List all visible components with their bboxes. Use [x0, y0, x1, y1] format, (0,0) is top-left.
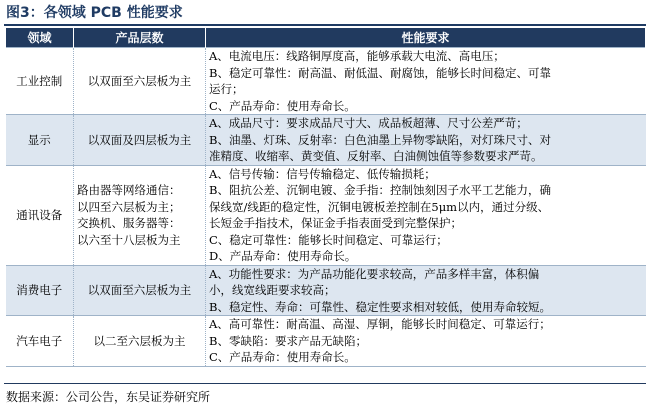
- requirement-line: B、阻抗公差、沉铜电镀、金手指：控制蚀刻因子水平工艺能力，确: [209, 183, 551, 197]
- requirement-line: B、稳定性、寿命：可靠性、稳定性要求相对较低，使用寿命较短。: [209, 299, 551, 314]
- table-bottom-rule: [4, 383, 646, 384]
- layers-line: 路由器等网络通信：: [77, 183, 181, 197]
- requirement-line: C、产品寿命：使用寿命长。: [209, 350, 356, 364]
- requirement-line: A、高可靠性：耐高温、高湿、厚铜，能够长时间稳定、可靠运行；: [209, 317, 551, 331]
- layers-line: 以六至十八层板为主: [77, 232, 181, 247]
- table-row: [6, 316, 646, 367]
- header-field: 领域: [6, 28, 74, 48]
- table-row: [6, 48, 646, 115]
- requirement-line: 保线宽/线距的稳定性，沉铜电镀板差控制在5μm以内，通过分级、: [209, 199, 550, 214]
- table-row: [6, 265, 646, 316]
- title-divider: [4, 24, 646, 26]
- requirements-cell: [206, 115, 646, 166]
- requirement-line: C、产品寿命：使用寿命长。: [209, 98, 356, 113]
- layers-cell: [74, 265, 206, 316]
- requirements-cell: [206, 316, 646, 367]
- field-cell: 显示: [6, 115, 74, 166]
- requirement-line: D、产品寿命：使用寿命长。: [209, 249, 357, 263]
- layers-cell: [74, 316, 206, 367]
- requirement-line: 运行；: [209, 82, 244, 96]
- layers-line: 以双面及四层板为主: [87, 132, 192, 147]
- field-cell: 通讯设备: [6, 165, 74, 265]
- requirements-cell: [206, 48, 646, 115]
- figure-title: 图3：各领域 PCB 性能要求: [6, 5, 183, 21]
- requirement-line: 小，线宽线距要求较高；: [209, 283, 336, 297]
- table-header-row: [6, 28, 646, 48]
- requirement-line: B、零缺陷：要求产品无缺陷；: [209, 333, 367, 348]
- table-row: [6, 115, 646, 166]
- requirements-cell: [206, 165, 646, 265]
- layers-line: 交换机、服务器等：: [77, 216, 181, 230]
- requirement-line: B、稳定可靠性：耐高温、耐低温、耐腐蚀，能够长时间稳定、可靠: [209, 65, 551, 80]
- field-cell: 汽车电子: [6, 316, 74, 367]
- layers-line: 以双面至六层板为主: [87, 73, 192, 88]
- layers-cell: [74, 115, 206, 166]
- field-cell: 消费电子: [6, 265, 74, 316]
- layers-line: 以二至六层板为主: [93, 333, 186, 348]
- source-note: 数据来源：公司公告，东吴证券研究所: [6, 390, 211, 404]
- requirement-line: B、油墨、灯珠、反射率：白色油墨上异物零缺陷，对灯珠尺寸、对: [209, 132, 551, 147]
- requirement-line: A、电流电压：线路铜厚度高，能够承载大电流、高电压；: [209, 49, 505, 63]
- requirement-line: A、信号传输：信号传输稳定、低传输损耗；: [209, 166, 436, 181]
- layers-cell: [74, 165, 206, 265]
- layers-line: 以四至六层板为主；: [77, 199, 181, 214]
- requirement-line: 准精度、收缩率、黄变值、反射率、白油侧蚀值等参数要求严苛。: [209, 149, 543, 163]
- header-layers: 产品层数: [74, 28, 206, 48]
- header-requirements: 性能要求: [206, 28, 646, 48]
- requirement-line: 长短金手指技术，保证金手指表面受到完整保护；: [209, 216, 462, 230]
- requirements-cell: [206, 265, 646, 316]
- pcb-requirements-table: [5, 28, 646, 367]
- table-row: [6, 165, 646, 265]
- requirement-line: C、稳定可靠性：能够长时间稳定、可靠运行；: [209, 232, 448, 247]
- field-cell: 工业控制: [6, 48, 74, 115]
- layers-cell: [74, 48, 206, 115]
- requirement-line: A、功能性要求：为产品功能化要求较高，产品多样丰富，体积偏: [209, 266, 540, 281]
- layers-line: 以双面至六层板为主: [87, 283, 192, 297]
- requirement-line: A、成品尺寸：要求成品尺寸大、成品板超薄、尺寸公差严苛；: [209, 116, 528, 130]
